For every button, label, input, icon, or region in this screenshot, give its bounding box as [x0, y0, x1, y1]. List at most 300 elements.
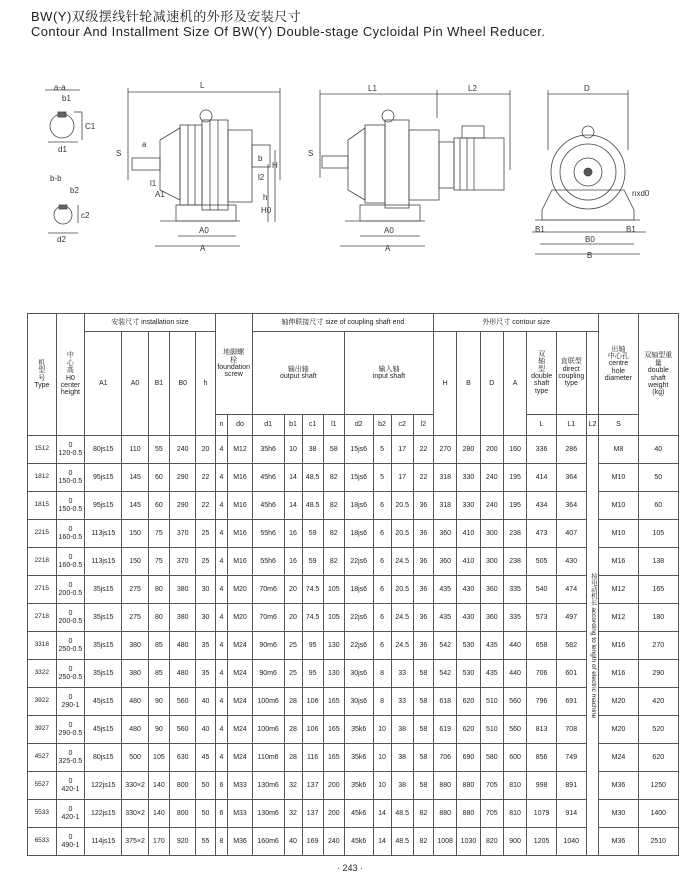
shaft-section-drawing [45, 90, 82, 233]
cell-c1: 74.5 [302, 576, 323, 604]
cell-c1: 59 [302, 548, 323, 576]
cell-b1: 105 [148, 744, 169, 772]
cell-do: M16 [228, 492, 252, 520]
cell-l2: 36 [413, 604, 433, 632]
label-B1: B1 [535, 225, 545, 234]
cell-a: 195 [503, 464, 526, 492]
cell-d2: 35k6 [344, 716, 373, 744]
header-center-height: 中 心 高 H0 center height [56, 314, 85, 436]
table-row [28, 800, 679, 828]
header-input-shaft: 输入轴 input shaft [344, 332, 433, 415]
cell-weight: 105 [638, 520, 678, 548]
cell-l1: 165 [323, 744, 344, 772]
cell-b0: 290 [169, 492, 195, 520]
label-b: b [258, 154, 263, 163]
cell-type: 6533 [28, 828, 57, 856]
cell-h0-val: 420-1 [61, 813, 80, 821]
cell-b: 330 [457, 492, 480, 520]
header-output-shaft: 输出轴 output shaft [252, 332, 344, 415]
label-S-mid: S [308, 149, 314, 158]
cell-b1: 14 [284, 464, 302, 492]
cell-c1: 169 [302, 828, 323, 856]
cell-h0-tol: 0 [68, 582, 73, 590]
cell-h0-val: 160-0.5 [58, 533, 83, 541]
cell-n: 4 [215, 436, 228, 464]
cell-h: 619 [434, 716, 457, 744]
label-A0: A0 [199, 226, 209, 235]
cell-a: 600 [503, 744, 526, 772]
cell-s: M16 [599, 660, 638, 688]
cell-h0-tol: 0 [68, 806, 73, 814]
cell-a0: 330×2 [122, 772, 148, 800]
table-row [28, 716, 679, 744]
cell-type: 3927 [28, 716, 57, 744]
cell-c2: 38 [391, 772, 413, 800]
cell-h0-val: 420-1 [61, 785, 80, 793]
label-H0: H0 [261, 206, 272, 215]
cell-c1: 48.5 [302, 492, 323, 520]
cell-a1: 35js15 [85, 604, 122, 632]
cell-l: 706 [527, 660, 557, 688]
cell-b0: 560 [169, 688, 195, 716]
cell-center-height [56, 660, 85, 688]
cell-h: 880 [434, 772, 457, 800]
cell-d: 705 [480, 800, 503, 828]
cell-d: 580 [480, 744, 503, 772]
cell-do: M24 [228, 744, 252, 772]
cell-b1: 85 [148, 660, 169, 688]
cell-n: 4 [215, 520, 228, 548]
sub-L: L [527, 415, 557, 436]
cell-d2: 22js6 [344, 604, 373, 632]
cell-type: 2215 [28, 520, 57, 548]
cell-a0: 380 [122, 660, 148, 688]
label-l2: l2 [258, 173, 265, 182]
cell-c2: 48.5 [391, 828, 413, 856]
dimension-table [27, 313, 679, 856]
table-row [28, 688, 679, 716]
cell-b0: 240 [169, 436, 195, 464]
cell-b0: 380 [169, 576, 195, 604]
cell-do: M33 [228, 800, 252, 828]
cell-d1: 100m6 [252, 688, 284, 716]
cell-l1: 82 [323, 548, 344, 576]
cell-l: 856 [527, 744, 557, 772]
cell-b0: 370 [169, 548, 195, 576]
cell-a0: 380 [122, 632, 148, 660]
cell-a0: 145 [122, 464, 148, 492]
cell-b2: 14 [373, 800, 391, 828]
cell-l2: 36 [413, 520, 433, 548]
cell-l1: 130 [323, 632, 344, 660]
cell-d2: 18js6 [344, 492, 373, 520]
label-B0: B0 [585, 235, 595, 244]
sub-B1: B1 [148, 332, 169, 436]
cell-s: M20 [599, 688, 638, 716]
table-row [28, 520, 679, 548]
cell-b1: 55 [148, 436, 169, 464]
cell-l2: 82 [413, 828, 433, 856]
cell-l1: 105 [323, 604, 344, 632]
cell-s: M36 [599, 828, 638, 856]
cell-weight: 520 [638, 716, 678, 744]
cell-l1: 165 [323, 688, 344, 716]
cell-s: M8 [599, 436, 638, 464]
cell-c2: 24.5 [391, 548, 413, 576]
table-row [28, 828, 679, 856]
cell-weight: 40 [638, 436, 678, 464]
label-nxd0: nxd0 [632, 189, 650, 198]
label-d1: d1 [58, 145, 67, 154]
cell-d1: 130m6 [252, 800, 284, 828]
cell-a1: 113js15 [85, 520, 122, 548]
cell-type: 4527 [28, 744, 57, 772]
cell-b1: 40 [284, 828, 302, 856]
cell-l2: 36 [413, 576, 433, 604]
cell-a1: 113js15 [85, 548, 122, 576]
header-weight: 双轴型重 量 double shaft weight (kg) [638, 314, 678, 436]
cell-a: 810 [503, 800, 526, 828]
cell-l1: 105 [323, 576, 344, 604]
header-centre-hole: 出轴 中心孔 centre hole diameter [599, 314, 638, 415]
cell-type: 5533 [28, 800, 57, 828]
cell-b: 620 [457, 716, 480, 744]
cell-l: 813 [527, 716, 557, 744]
direct-coupling-reducer-drawing [320, 90, 510, 246]
cell-l1: 200 [323, 800, 344, 828]
cell-s: M20 [599, 716, 638, 744]
cell-do: M16 [228, 464, 252, 492]
cell-h0-val: 325-0.5 [58, 757, 83, 765]
table-row [28, 660, 679, 688]
cell-b1: 140 [148, 772, 169, 800]
cell-weight: 290 [638, 660, 678, 688]
table-row [28, 436, 679, 464]
cell-s: M16 [599, 632, 638, 660]
cell-h: 50 [196, 772, 215, 800]
cell-b0: 920 [169, 828, 195, 856]
cell-b2: 5 [373, 436, 391, 464]
cell-l1: 130 [323, 660, 344, 688]
sub-c1: c1 [302, 415, 323, 436]
cell-b: 690 [457, 744, 480, 772]
cell-d2: 15js6 [344, 464, 373, 492]
cell-c2: 20.5 [391, 492, 413, 520]
cell-a0: 110 [122, 436, 148, 464]
cell-l: 505 [527, 548, 557, 576]
label-L: L [200, 81, 205, 90]
cell-b2: 6 [373, 576, 391, 604]
header-installation-size: 安装尺寸 installation size [85, 314, 215, 332]
cell-h0-val: 290-1 [61, 701, 80, 709]
cell-h: 270 [434, 436, 457, 464]
cell-a0: 330×2 [122, 800, 148, 828]
cell-l1: 82 [323, 520, 344, 548]
cell-l1: 82 [323, 492, 344, 520]
cell-center-height [56, 520, 85, 548]
cell-l1: 286 [556, 436, 586, 464]
cell-type: 2718 [28, 604, 57, 632]
cell-a: 335 [503, 604, 526, 632]
cell-l1: 430 [556, 548, 586, 576]
cell-a0: 150 [122, 520, 148, 548]
cell-h0-val: 150-0.5 [58, 505, 83, 513]
cell-a0: 480 [122, 716, 148, 744]
cell-l1: 601 [556, 660, 586, 688]
l2-note-cn: 按电动机长 [589, 572, 597, 606]
cell-h0-tol: 0 [68, 834, 73, 842]
cell-h0-tol: 0 [68, 442, 73, 450]
cell-a1: 35js15 [85, 576, 122, 604]
cell-do: M24 [228, 660, 252, 688]
sub-h: h [196, 332, 215, 436]
sub-n: n [215, 415, 228, 436]
cell-l2: 36 [413, 492, 433, 520]
cell-weight: 2510 [638, 828, 678, 856]
cell-h: 50 [196, 800, 215, 828]
sub-H: H [434, 332, 457, 436]
cell-b2: 10 [373, 744, 391, 772]
cell-l1: 708 [556, 716, 586, 744]
cell-d1: 45h6 [252, 492, 284, 520]
cell-n: 8 [215, 828, 228, 856]
cell-d2: 18js6 [344, 520, 373, 548]
cell-b1: 10 [284, 436, 302, 464]
cell-a0: 275 [122, 576, 148, 604]
cell-s: M12 [599, 576, 638, 604]
cell-c1: 59 [302, 520, 323, 548]
sub-B: B [457, 332, 480, 436]
cell-b1: 28 [284, 688, 302, 716]
cell-c2: 17 [391, 436, 413, 464]
cell-b: 410 [457, 520, 480, 548]
cell-a0: 480 [122, 688, 148, 716]
cell-h: 40 [196, 716, 215, 744]
cell-a1: 122js15 [85, 772, 122, 800]
cell-a: 440 [503, 632, 526, 660]
sub-l1: l1 [323, 415, 344, 436]
cell-l: 540 [527, 576, 557, 604]
cell-c2: 48.5 [391, 800, 413, 828]
cell-b1: 140 [148, 800, 169, 828]
sub-d2: d2 [344, 415, 373, 436]
cell-s: M36 [599, 772, 638, 800]
cell-n: 4 [215, 492, 228, 520]
cell-d: 200 [480, 436, 503, 464]
cell-type: 1815 [28, 492, 57, 520]
cell-weight: 50 [638, 464, 678, 492]
cell-a: 560 [503, 688, 526, 716]
cell-c1: 137 [302, 772, 323, 800]
cell-a0: 145 [122, 492, 148, 520]
cell-d1: 110m6 [252, 744, 284, 772]
cell-d2: 18js6 [344, 576, 373, 604]
cell-l: 473 [527, 520, 557, 548]
cell-h: 360 [434, 548, 457, 576]
cell-type: 1812 [28, 464, 57, 492]
cell-h0-tol: 0 [68, 554, 73, 562]
cell-h: 25 [196, 520, 215, 548]
cell-d1: 45h6 [252, 464, 284, 492]
cell-b1: 75 [148, 520, 169, 548]
label-aa: a-a [54, 83, 66, 92]
cell-b0: 800 [169, 772, 195, 800]
cell-c1: 137 [302, 800, 323, 828]
cell-c2: 38 [391, 716, 413, 744]
sub-L2: L2 [586, 415, 599, 436]
cell-c2: 20.5 [391, 520, 413, 548]
cell-h0-tol: 0 [68, 722, 73, 730]
cell-b1: 90 [148, 716, 169, 744]
cell-b0: 630 [169, 744, 195, 772]
cell-n: 4 [215, 464, 228, 492]
cell-h: 30 [196, 604, 215, 632]
cell-a: 160 [503, 436, 526, 464]
cell-b2: 5 [373, 464, 391, 492]
cell-c1: 48.5 [302, 464, 323, 492]
cell-h: 45 [196, 744, 215, 772]
cell-a: 560 [503, 716, 526, 744]
cell-weight: 620 [638, 744, 678, 772]
cell-d2: 45k6 [344, 828, 373, 856]
cell-d: 240 [480, 464, 503, 492]
cell-h0-tol: 0 [68, 750, 73, 758]
cell-h: 542 [434, 632, 457, 660]
cell-l1: 914 [556, 800, 586, 828]
cell-a: 238 [503, 548, 526, 576]
cell-b2: 6 [373, 632, 391, 660]
header-l2-blank [586, 332, 599, 415]
cell-d2: 30js6 [344, 660, 373, 688]
cell-b2: 6 [373, 520, 391, 548]
cell-s: M24 [599, 744, 638, 772]
cell-d1: 90m6 [252, 632, 284, 660]
cell-l: 998 [527, 772, 557, 800]
cell-d1: 55h6 [252, 520, 284, 548]
cell-a: 900 [503, 828, 526, 856]
cell-b: 880 [457, 772, 480, 800]
cell-d1: 160m6 [252, 828, 284, 856]
cell-type: 3318 [28, 632, 57, 660]
cell-center-height [56, 492, 85, 520]
cell-l2: 22 [413, 436, 433, 464]
sub-d1: d1 [252, 415, 284, 436]
cell-center-height [56, 604, 85, 632]
label-b2: b2 [70, 186, 79, 195]
cell-l1: 407 [556, 520, 586, 548]
cell-l2: 58 [413, 688, 433, 716]
cell-c2: 20.5 [391, 576, 413, 604]
cell-h: 22 [196, 464, 215, 492]
cell-center-height [56, 744, 85, 772]
cell-s: M12 [599, 604, 638, 632]
cell-a1: 80js15 [85, 744, 122, 772]
cell-c1: 95 [302, 632, 323, 660]
cell-h0-tol: 0 [68, 526, 73, 534]
cell-b0: 370 [169, 520, 195, 548]
cell-c1: 38 [302, 436, 323, 464]
cell-b1: 16 [284, 520, 302, 548]
header-coupling-shaft: 轴伸联接尺寸 size of coupling shaft end [252, 314, 433, 332]
cell-c2: 24.5 [391, 632, 413, 660]
table-body [28, 436, 679, 856]
cell-l: 573 [527, 604, 557, 632]
cell-h0-tol: 0 [68, 778, 73, 786]
cell-n: 6 [215, 800, 228, 828]
cell-l1: 165 [323, 716, 344, 744]
cell-s: M10 [599, 520, 638, 548]
sub-S: S [599, 415, 638, 436]
cell-b1: 32 [284, 800, 302, 828]
header-foundation-screw: 地脚螺 栓 foundation screw [215, 314, 252, 415]
cell-b0: 480 [169, 632, 195, 660]
cell-h0-val: 160-0.5 [58, 561, 83, 569]
cell-b: 280 [457, 436, 480, 464]
cell-s: M30 [599, 800, 638, 828]
cell-do: M24 [228, 632, 252, 660]
cell-type: 3322 [28, 660, 57, 688]
cell-b: 330 [457, 464, 480, 492]
cell-b1: 16 [284, 548, 302, 576]
sub-b1: b1 [284, 415, 302, 436]
label-S-left: S [116, 149, 122, 158]
cell-b: 530 [457, 660, 480, 688]
cell-d1: 70m6 [252, 604, 284, 632]
cell-b2: 10 [373, 772, 391, 800]
cell-a1: 35js15 [85, 660, 122, 688]
header-type: 机 型 号 Type [28, 314, 57, 436]
cell-s: M10 [599, 492, 638, 520]
cell-type: 5527 [28, 772, 57, 800]
cell-b0: 800 [169, 800, 195, 828]
table-row [28, 548, 679, 576]
label-c1: C1 [85, 122, 96, 131]
cell-l: 1079 [527, 800, 557, 828]
cell-h: 30 [196, 576, 215, 604]
cell-type: 2218 [28, 548, 57, 576]
cell-h0-val: 250-0.5 [58, 645, 83, 653]
cell-c2: 33 [391, 688, 413, 716]
cell-b1: 80 [148, 604, 169, 632]
cell-a: 335 [503, 576, 526, 604]
cell-n: 6 [215, 772, 228, 800]
cell-b1: 32 [284, 772, 302, 800]
cell-a: 440 [503, 660, 526, 688]
cell-b2: 6 [373, 548, 391, 576]
cell-b1: 20 [284, 576, 302, 604]
cell-h: 360 [434, 520, 457, 548]
cell-l2: 82 [413, 800, 433, 828]
sub-do: do [228, 415, 252, 436]
cell-center-height [56, 632, 85, 660]
cell-center-height [56, 772, 85, 800]
cell-b2: 14 [373, 828, 391, 856]
cell-c1: 106 [302, 688, 323, 716]
cell-l1: 1040 [556, 828, 586, 856]
cell-a1: 45js15 [85, 688, 122, 716]
cell-h: 40 [196, 688, 215, 716]
cell-h: 318 [434, 464, 457, 492]
label-A1: A1 [155, 190, 165, 199]
table-row [28, 772, 679, 800]
cell-l1: 691 [556, 688, 586, 716]
cell-d: 435 [480, 660, 503, 688]
cell-d: 705 [480, 772, 503, 800]
cell-b2: 6 [373, 604, 391, 632]
cell-b: 430 [457, 576, 480, 604]
label-c2: c2 [81, 211, 90, 220]
label-bb: b-b [50, 174, 62, 183]
